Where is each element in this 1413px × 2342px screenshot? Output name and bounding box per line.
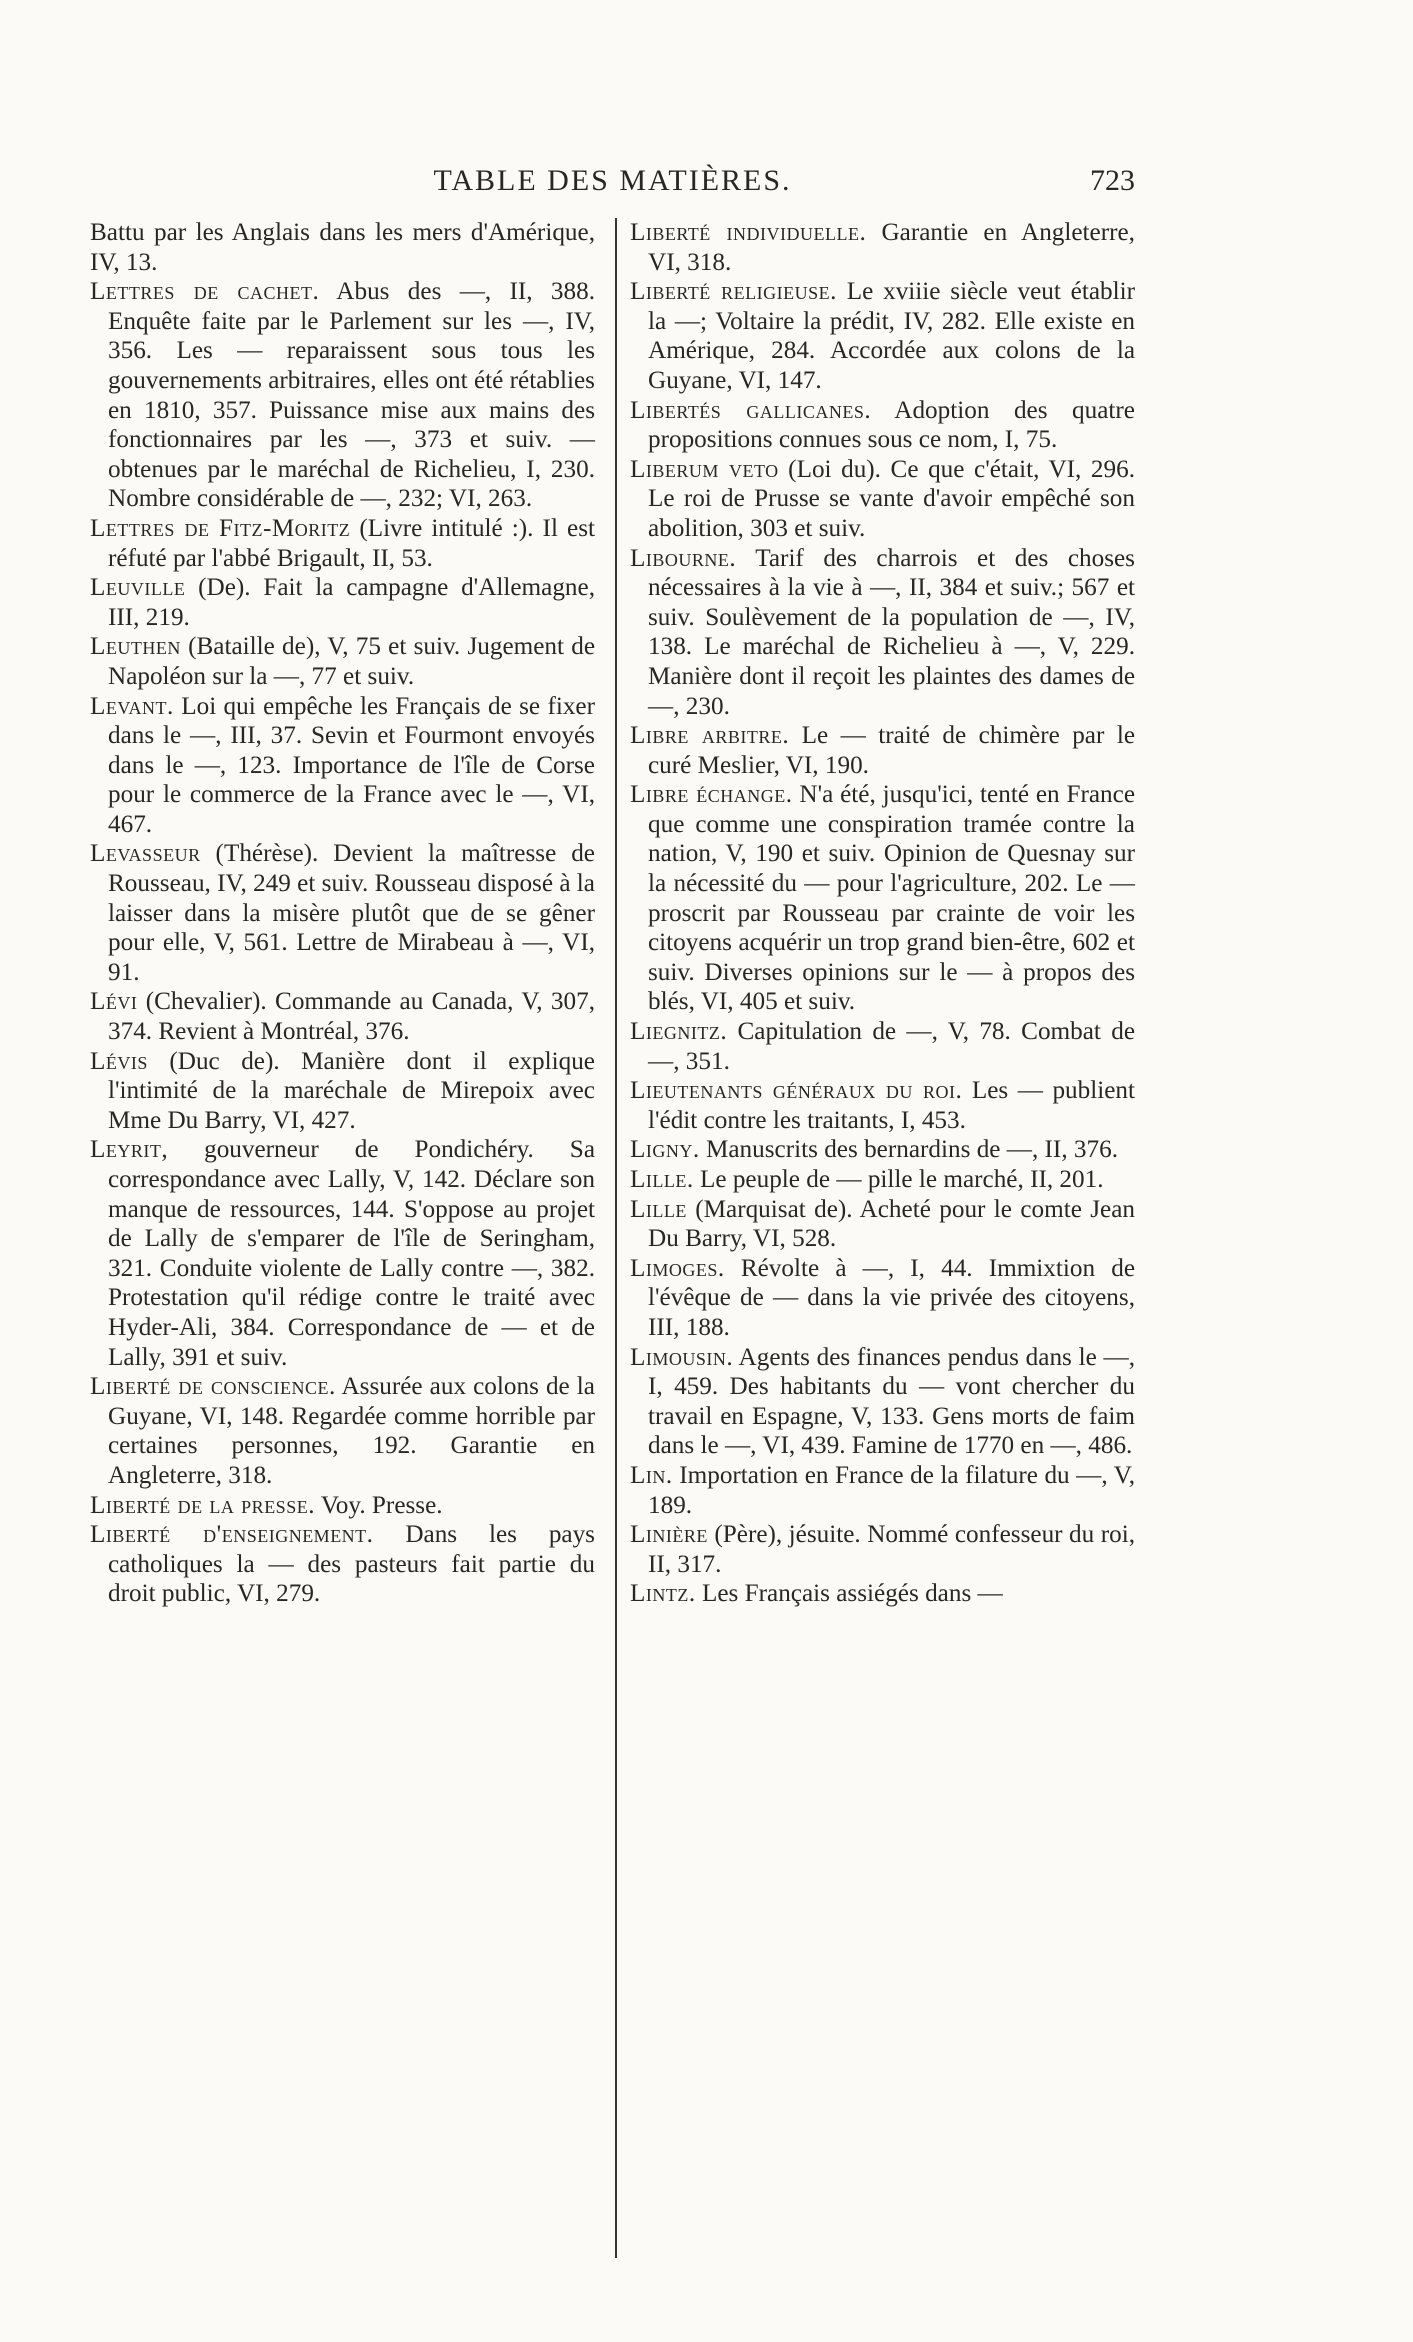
entry-text: (Père), jésuite. Nommé confesseur du roi, II, 317. — [648, 1521, 1135, 1578]
index-entry — [630, 1017, 1135, 1076]
entry-head: Libre arbitre. — [630, 722, 790, 750]
index-entry — [90, 514, 595, 573]
index-entry — [630, 455, 1135, 544]
index-entry — [630, 721, 1135, 780]
page-title: TABLE DES MATIÈRES. — [433, 164, 792, 197]
index-entry — [90, 1491, 595, 1521]
entry-text: (Loi du). Ce que c'était, VI, 296. Le roi de Prusse se vante d'avoir empêché son abolition, 303 et suiv. — [648, 455, 1135, 542]
entry-head: Levant. — [90, 692, 174, 720]
entry-text: (Chevalier). Commande au Canada, V, 307, 374. Revient à Montréal, 376. — [108, 988, 595, 1046]
entry-head: Lévis — [90, 1047, 148, 1075]
entry-text: (Duc de). Manière dont il explique l'intimité de la maréchale de Mirepoix avec Mme Du Barry, VI, 427. — [108, 1047, 595, 1134]
entry-text: (Livre intitulé :). Il est réfuté par l'abbé Brigault, II, 53. — [108, 514, 595, 572]
entry-text: Les — publient l'édit contre les traitants, I, 453. — [648, 1077, 1136, 1134]
index-entry — [630, 780, 1135, 1017]
entry-text: Le peuple de — pille le marché, II, 201. — [693, 1166, 1104, 1193]
left-column — [90, 218, 595, 1609]
index-entry — [90, 839, 595, 987]
entry-head: Lettres de cachet. — [90, 278, 320, 306]
entry-text: Le — traité de chimère par le curé Meslier, VI, 190. — [648, 722, 1135, 779]
entry-text: (Marquisat de). Acheté pour le comte Jean Du Barry, VI, 528. — [648, 1195, 1135, 1253]
entry-text: Abus des —, II, 388. Enquête faite par le Parlement sur les —, IV, 356. Les — reparaissent sous tous les gouvernements arbitraires, elles ont été rétablies en 1810, 357. Puissance mise aux mains des fonctionnaires par les —, 373 et suiv. — obtenues par le maréchal de Richelieu, I, 230. Nombre considérable de —, 232; VI, 263. — [108, 278, 595, 513]
index-entry — [90, 692, 595, 840]
entry-text: (Bataille de), V, 75 et suiv. Jugement de Napoléon sur la —, 77 et suiv. — [108, 633, 595, 690]
index-entry — [630, 1165, 1135, 1195]
index-entry — [90, 987, 595, 1046]
entry-text: Importation en France de la filature du —, V, 189. — [648, 1461, 1135, 1519]
index-entry — [630, 1195, 1135, 1254]
entry-head: Libourne. — [630, 544, 737, 572]
entry-text: gouverneur de Pondichéry. Sa correspondance avec Lally, V, 142. Déclare son manque de ressources, 144. S'oppose au projet de Lally de s'emparer de l'île de Seringham, 321. Conduite violente de Lally contre —, 382. Protestation qu'il rédige contre le traité avec Hyder-Ali, 384. Correspondance de — et de Lally, 391 et suiv. — [108, 1136, 595, 1371]
entry-text: N'a été, jusqu'ici, tenté en France que comme une conspiration tramée contre la nation, V, 190 et suiv. Opinion de Quesnay sur la nécessité du — pour l'agriculture, 202. Le — proscrit par Rousseau par crainte de voir les citoyens acquérir un trop grand bien-être, 602 et suiv. Diverses opinions sur le — à propos des blés, VI, 405 et suiv. — [648, 781, 1135, 1016]
index-entry — [630, 1461, 1135, 1520]
entry-text: Adoption des quatre propositions connues sous ce nom, I, 75. — [648, 396, 1135, 454]
entry-text: Le xviiie siècle veut établir la —; Voltaire la prédit, IV, 282. Elle existe en Amérique, 284. Accordée aux colons de la Guyane, VI, 147. — [648, 278, 1135, 394]
entry-head: Limousin. — [630, 1343, 734, 1371]
index-entry — [630, 544, 1135, 722]
entry-head: Lettres de Fitz-Moritz — [90, 514, 351, 542]
index-entry — [90, 277, 595, 514]
index-entry — [90, 1135, 595, 1372]
entry-text: Battu par les Anglais dans les mers d'Amérique, IV, 13. — [90, 219, 595, 276]
entry-head: Liberté individuelle. — [630, 219, 867, 246]
entry-head: Liberté religieuse. — [630, 278, 837, 306]
entry-head: Ligny. — [630, 1136, 700, 1164]
index-entry — [90, 1520, 595, 1609]
index-entry — [630, 1343, 1135, 1461]
index-entry — [90, 1047, 595, 1136]
entry-head: Liberté de conscience. — [90, 1373, 336, 1401]
index-entry — [630, 396, 1135, 455]
entry-head: Libre échange. — [630, 781, 793, 809]
entry-text: Les Français assiégés dans — — [695, 1580, 1003, 1608]
index-entry — [630, 218, 1135, 277]
page-number: 723 — [1090, 164, 1135, 197]
entry-head: Liberté d'enseignement. — [90, 1521, 374, 1549]
entry-head: Liberum veto — [630, 455, 779, 483]
entry-head: Lieutenants généraux du roi. — [630, 1077, 963, 1105]
entry-text: Assurée aux colons de la Guyane, VI, 148. Regardée comme horrible par certaines personnes, 192. Garantie en Angleterre, 318. — [108, 1373, 595, 1489]
index-entry — [90, 1372, 595, 1490]
entry-head: Lin. — [630, 1461, 673, 1489]
entry-head: Lévi — [90, 988, 138, 1016]
column-divider — [615, 218, 617, 2258]
entry-text: Révolte à —, I, 44. Immixtion de l'évêque de — dans la vie privée des citoyens, III, 188. — [648, 1254, 1135, 1341]
entry-text: (Thérèse). Devient la maîtresse de Rousseau, IV, 249 et suiv. Rousseau disposé à la laisser dans la misère plutôt que de se gêner pour elle, V, 561. Lettre de Mirabeau à —, VI, 91. — [108, 840, 595, 986]
index-entry — [90, 573, 595, 632]
entry-head: Lintz. — [630, 1580, 696, 1608]
index-entry — [90, 218, 595, 277]
entry-text: Agents des finances pendus dans le —, I, 459. Des habitants du — vont chercher du travail en Espagne, V, 133. Gens morts de faim dans le —, VI, 439. Famine de 1770 en —, 486. — [648, 1343, 1135, 1460]
entry-head: Lille — [630, 1195, 687, 1223]
page-header — [90, 160, 1135, 210]
entry-text: Capitulation de —, V, 78. Combat de —, 351. — [648, 1018, 1135, 1075]
right-column — [630, 218, 1135, 1609]
entry-head: Levasseur — [90, 840, 201, 868]
entry-head: Liegnitz. — [630, 1018, 728, 1046]
entry-head: Limoges. — [630, 1254, 725, 1282]
entry-text: (De). Fait la campagne d'Allemagne, III, 219. — [108, 574, 595, 631]
entry-text: Voy. Presse. — [315, 1491, 443, 1519]
index-entry — [630, 1135, 1135, 1165]
index-entry — [630, 1254, 1135, 1343]
index-entry — [90, 632, 595, 691]
entry-head: Liberté de la presse. — [90, 1491, 315, 1519]
entry-head: Linière — [630, 1521, 708, 1549]
entry-head: Leuville — [90, 574, 186, 602]
entry-head: Leyrit, — [90, 1136, 169, 1164]
entry-text: Dans les pays catholiques la — des pasteurs fait partie du droit public, VI, 279. — [108, 1521, 595, 1608]
index-entry — [630, 277, 1135, 395]
entry-text: Loi qui empêche les Français de se fixer dans le —, III, 37. Sevin et Fourmont envoyés dans le —, 123. Importance de l'île de Corse pour le commerce de la France avec le —, VI, 467. — [108, 692, 595, 838]
entry-head: Lille. — [630, 1166, 694, 1193]
index-entry — [630, 1579, 1135, 1609]
entry-head: Libertés gallicanes. — [630, 396, 872, 424]
entry-text: Garantie en Angleterre, VI, 318. — [648, 219, 1135, 276]
entry-head: Leuthen — [90, 633, 181, 661]
index-entry — [630, 1520, 1135, 1579]
entry-text: Manuscrits des bernardins de —, II, 376. — [699, 1136, 1118, 1164]
index-entry — [630, 1076, 1135, 1135]
entry-text: Tarif des charrois et des choses nécessaires à la vie à —, II, 384 et suiv.; 567 et suiv. Soulèvement de la population de —, IV, 138. Le maréchal de Richelieu à —, V, 229. Manière dont il reçoit les plaintes des dames de —, 230. — [648, 544, 1135, 720]
